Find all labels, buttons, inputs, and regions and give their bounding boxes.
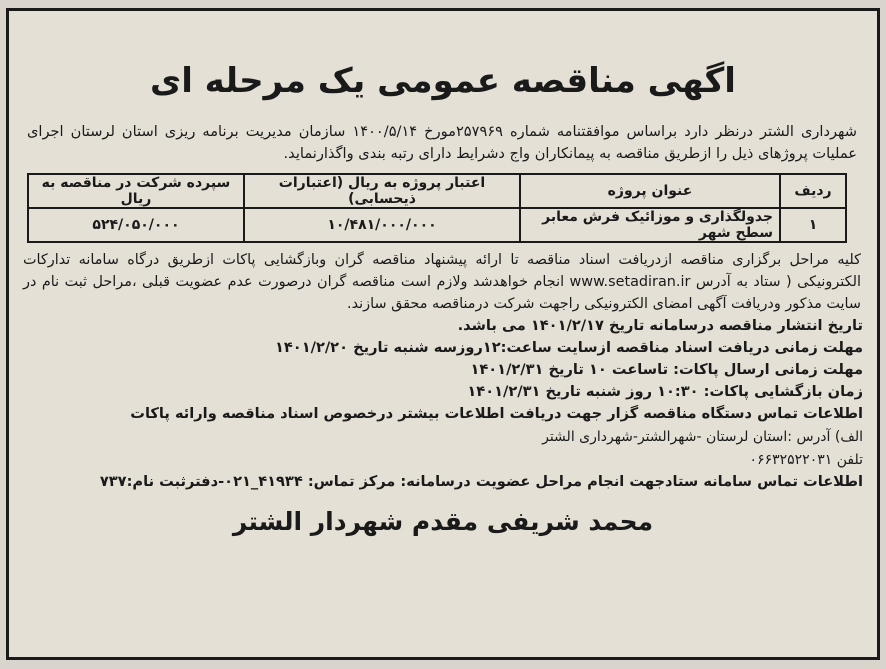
cell-row-number: ۱ [780,208,846,242]
contact-phone: تلفن ۰۶۶۳۲۵۲۲۰۳۱ [749,452,863,468]
header-project-title: عنوان پروژه [520,174,780,208]
project-table [27,173,847,243]
cell-project-title: جدولگذاری و موزائیک فرش معابر سطح شهر [520,208,780,242]
header-row-number: ردیف [780,174,846,208]
docs-deadline: مهلت زمانی دریافت اسناد مناقصه ازسایت ساعت:۱۲روزسه شنبه تاریخ ۱۴۰۱/۲/۲۰ [274,339,863,356]
process-paragraph: کلیه مراحل برگزاری مناقصه ازدریافت اسناد مناقصه تا ارائه پیشنهاد مناقصه گران وبازگشایی پاکات ازطریق درگاه سامانه تدارکات الکترونیکی ( ستاد به آدرس www.setadiran.ir انجام خواهدشد ولازم است مناقصه گران درصورت عدم عضویت قبلی ،مراحل ثبت نام در سایت مذکور ودریافت آگهی امضای الکترونیکی راجهت شرکت درمناقصه محقق سازند. [23,252,861,312]
signature: محمد شریفی مقدم شهردار الشتر [232,507,654,536]
setad-contact: اطلاعات تماس سامانه ستادجهت انجام مراحل عضویت درسامانه: مرکز تماس: ۴۱۹۳۴_۰۲۱-دفترثبت نام:۷۳۷ [99,473,863,490]
tender-notice [6,8,880,660]
opening-time: زمان بازگشایی پاکات: ۱۰:۳۰ روز شنبه تاریخ ۱۴۰۱/۲/۳۱ [467,383,863,400]
notice-title: اگهی مناقصه عمومی یک مرحله ای [150,61,736,101]
cell-project-credit: ۱۰/۴۸۱/۰۰۰/۰۰۰ [244,208,520,242]
table-header-row [28,174,846,208]
cell-deposit: ۵۲۴/۰۵۰/۰۰۰ [28,208,244,242]
table-row [28,208,846,242]
header-deposit: سپرده شرکت در مناقصه به ریال [28,174,244,208]
submit-deadline: مهلت زمانی ارسال پاکات: تاساعت ۱۰ تاریخ ۱۴۰۱/۲/۳۱ [470,361,863,378]
publish-date: تاریخ انتشار مناقصه درسامانه تاریخ ۱۴۰۱/۲/۱۷ می باشد. [457,317,863,334]
contact-address: الف) آدرس :استان لرستان -شهرالشتر-شهرداری الشتر [542,429,863,445]
intro-paragraph: شهرداری الشتر درنظر دارد براساس موافقتنامه شماره ۲۵۷۹۶۹مورخ ۱۴۰۰/۵/۱۴ سازمان مدیریت برنامه ریزی استان لرستان اجرای عملیات پروژهای ذیل را ازطریق مناقصه به پیمانکاران واج دشرایط دارای رتبه بندی واگذارنماید. [27,123,857,162]
header-project-credit: اعتبار پروژه به ریال (اعتبارات ذیحسابی) [244,174,520,208]
contact-heading: اطلاعات تماس دستگاه مناقصه گزار جهت دریافت اطلاعات بیشتر درخصوص اسناد مناقصه وارائه پاکات [130,405,863,422]
